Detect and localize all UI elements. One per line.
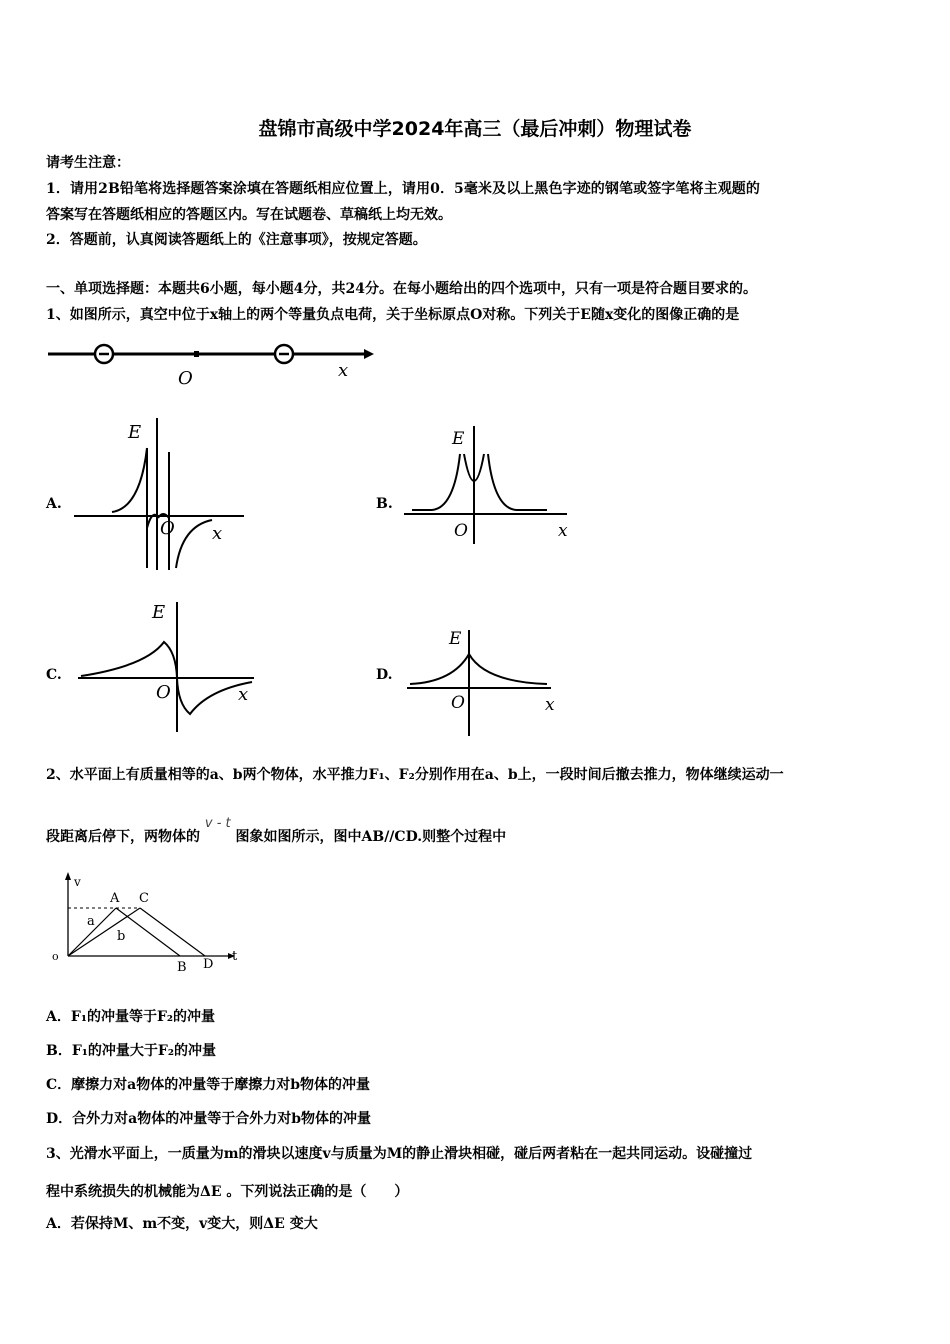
- notice-heading: 请考生注意：: [46, 155, 130, 171]
- q2-vt-graph: [50, 872, 250, 977]
- q2-option-a-text: F₁的冲量等于F₂的冲量: [70, 1009, 216, 1025]
- q2-origin-label: o: [52, 950, 59, 963]
- q2-option-a-label: A．: [46, 1009, 71, 1025]
- q1c-x-label: x: [238, 684, 249, 705]
- notice-line-1: 1．请用2B铅笔将选择题答案涂填在答题纸相应位置上，请用0．5毫米及以上黑色字迹的钢笔或签字笔将主观题的: [46, 181, 760, 197]
- q1c-o-label: O: [156, 682, 171, 703]
- q1-graph-d: [405, 620, 585, 740]
- q2-stem-pre: 段距离后停下，两物体的: [46, 829, 200, 845]
- q1c-e-label: E: [152, 602, 166, 623]
- q2-point-a-label: A: [110, 891, 120, 906]
- q2-line-b-label: b: [117, 929, 126, 944]
- q3-option-a[interactable]: A．若保持M、m不变，v变大，则ΔE 变大: [46, 1216, 318, 1232]
- q2-option-d-text: 合外力对a物体的冲量等于合外力对b物体的冲量: [72, 1111, 371, 1127]
- q2-option-b[interactable]: [46, 1040, 216, 1060]
- q1d-x-label: x: [545, 695, 555, 715]
- q1a-e-label: E: [128, 422, 142, 443]
- q1-charge-diagram: [46, 340, 376, 390]
- q2-line-a-label: a: [87, 914, 95, 929]
- q1-option-d-label[interactable]: D.: [376, 667, 393, 683]
- q1-graph-c: [76, 602, 266, 742]
- q1d-o-label: O: [451, 693, 465, 713]
- q2-option-c-label: C．: [46, 1077, 72, 1093]
- q2-option-b-label: B．: [46, 1043, 72, 1059]
- q2-option-c[interactable]: [46, 1074, 370, 1094]
- q2-option-a[interactable]: [46, 1006, 215, 1026]
- q3-stem-line-2: 程中系统损失的机械能为ΔE 。下列说法正确的是（ ）: [46, 1184, 409, 1200]
- q2-point-b-label: B: [177, 960, 187, 975]
- q2-stem-line-1: 2、水平面上有质量相等的a、b两个物体，水平推力F₁、F₂分别作用在a、b上，一段时间后撤去推力，物体继续运动一: [46, 767, 784, 783]
- q1-origin-label: O: [178, 368, 193, 389]
- q1-x-label: x: [338, 360, 349, 381]
- q1-stem: 1、如图所示，真空中位于x轴上的两个等量负点电荷，关于坐标原点O对称。下列关于E随x变化的图像正确的是: [46, 307, 740, 323]
- q2-point-d-label: D: [203, 957, 214, 972]
- notice-line-2: 答案写在答题纸相应的答题区内。写在试题卷、草稿纸上均无效。: [46, 207, 452, 223]
- q2-t-axis-label: t: [232, 949, 238, 964]
- q1-graph-a: [72, 418, 252, 578]
- notice-line-3: 2．答题前，认真阅读答题纸上的《注意事项》，按规定答题。: [46, 232, 427, 248]
- q1-option-a-label[interactable]: A.: [46, 496, 62, 512]
- q1-option-c-label[interactable]: C.: [46, 667, 62, 683]
- q2-point-c-label: C: [139, 891, 149, 906]
- q1-option-b-label[interactable]: B.: [376, 496, 393, 512]
- q1b-o-label: O: [454, 521, 468, 541]
- q3-stem-line-1: 3、光滑水平面上，一质量为m的滑块以速度v与质量为M的静止滑块相碰，碰后两者粘在一起共同运动。设碰撞过: [46, 1146, 753, 1162]
- q2-stem-line-2: [46, 816, 507, 846]
- q2-vt-symbol: v - t: [204, 816, 231, 831]
- q1-graph-b: [402, 426, 582, 546]
- page-title: 盘锦市高级中学2024年高三（最后冲刺）物理试卷: [258, 118, 692, 140]
- q1a-x-label: x: [212, 523, 223, 544]
- q1d-e-label: E: [449, 629, 462, 649]
- q2-option-d[interactable]: [46, 1108, 371, 1128]
- q1b-x-label: x: [558, 521, 568, 541]
- q1a-o-label: O: [160, 518, 175, 539]
- section-heading: 一、单项选择题：本题共6小题，每小题4分，共24分。在每小题给出的四个选项中，只有一项是符合题目要求的。: [46, 281, 757, 297]
- q2-option-d-label: D．: [46, 1111, 73, 1127]
- q2-option-c-text: 摩擦力对a物体的冲量等于摩擦力对b物体的冲量: [71, 1077, 371, 1093]
- q1b-e-label: E: [452, 429, 465, 449]
- q2-v-axis-label: v: [74, 875, 81, 889]
- q2-option-b-text: F₁的冲量大于F₂的冲量: [71, 1043, 216, 1059]
- q2-stem-post: 图象如图所示，图中AB//CD.则整个过程中: [235, 829, 507, 845]
